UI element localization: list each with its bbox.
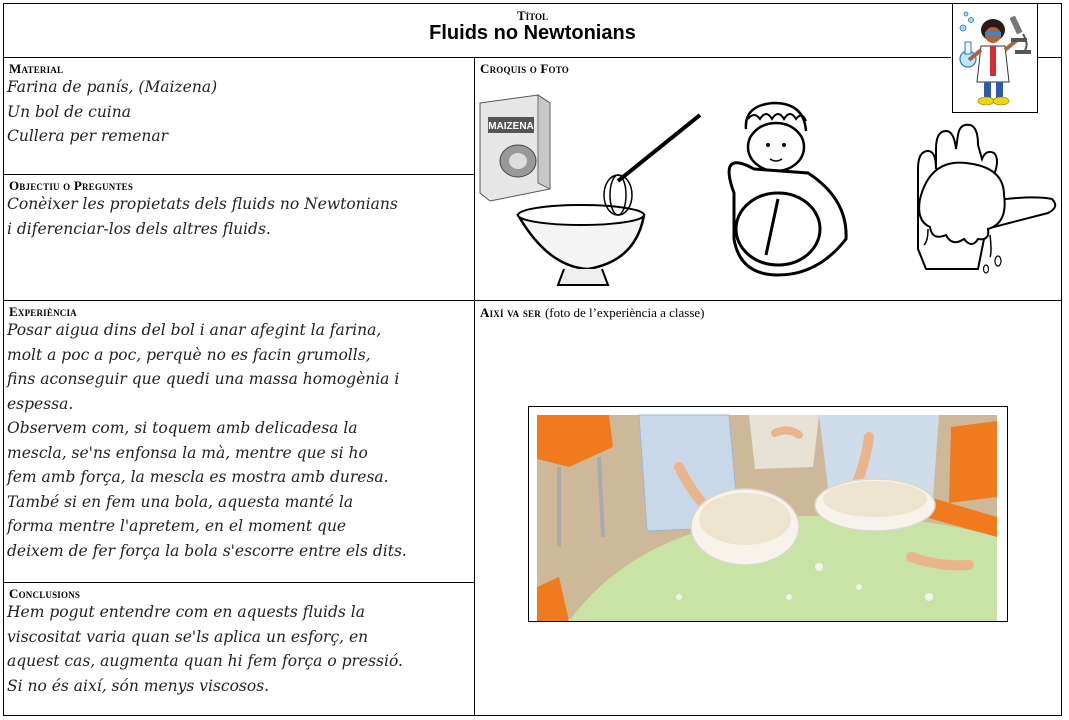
aixi-heading [480,304,704,322]
material-list [7,75,217,149]
croquis-drawings [478,89,1058,299]
page-title: Fluids no Newtonians [429,22,636,44]
divider-header-right [1037,57,1061,58]
hand-goo-drawing [918,125,1055,273]
experiencia-line: Posar aigua dins del bol i anar afegint la farina, [7,321,382,339]
experiencia-line: deixem de fer força la bola s'escorre entre els dits. [7,541,407,560]
aixi-sublabel: (foto de l’experiència a classe) [544,305,705,320]
objectiu-line: Conèixer les propietats dels fluids no Newtonians [7,195,398,213]
maizena-brand: MAIZENA [488,121,534,132]
conclusions-label: Conclusions [9,586,81,601]
experiencia-line: mescla, se'ns enfonsa la mà, mentre que si ho [7,443,368,462]
experiencia-text [7,318,407,563]
conclusions-cell [4,583,474,715]
experiencia-line: fem amb força, la mescla es mostra amb duresa. [7,468,389,486]
material-cell [4,58,474,174]
classroom-photo [528,406,1008,622]
objectiu-label: Objectiu o Preguntes [9,178,134,193]
classroom-photo-image [529,407,1007,621]
material-item: Farina de panís, (Maizena) [7,78,218,96]
experiencia-label: Experiència [9,304,77,319]
conclusions-line: aquest cas, augmenta quan hi fem força o pressió. [7,652,403,670]
experiencia-line: També si en fem una bola, aquesta manté la [7,492,354,511]
worksheet-page [3,3,1062,716]
objectiu-cell [4,175,474,300]
experiencia-cell [4,301,474,582]
objectiu-text [7,192,398,241]
experiencia-line: fins aconseguir que quedi una massa homogènia i [7,370,400,388]
croquis-label: Croquis o Foto [480,61,569,76]
conclusions-line: viscositat varia quan se'ls aplica un esforç, en [7,627,369,646]
material-label: Material [9,61,64,76]
experiencia-line: Observem com, si toquem amb delicadesa la [7,419,358,437]
child-stirring-drawing [729,103,846,275]
maizena-box [480,95,550,201]
header-cell [4,4,1061,57]
conclusions-text [7,600,403,698]
experiencia-line: espessa. [7,394,74,413]
conclusions-line: Si no és així, són menys viscosos. [7,676,270,695]
experiencia-line: forma mentre l'apretem, en el moment que [7,517,347,535]
material-item: Cullera per remenar [7,127,169,145]
conclusions-line: Hem pogut entendre com en aquests fluids la [7,603,365,621]
experiencia-line: molt a poc a poc, perquè no es facin grumolls, [7,345,371,364]
title-label: Títol [516,8,549,23]
objectiu-line: i diferenciar-los dels altres fluids. [7,219,271,238]
material-item: Un bol de cuina [7,102,131,121]
aixi-label: Així va ser [480,305,541,320]
